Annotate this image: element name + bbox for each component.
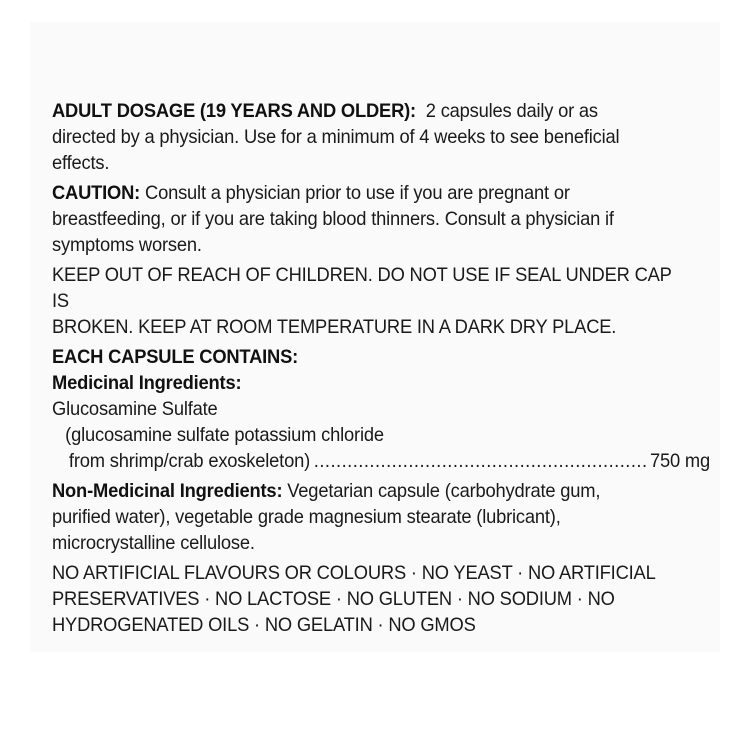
non-medicinal-text-line2: purified water), vegetable grade magnesium stearate (lubricant), [52,506,561,528]
free-from-section [52,560,672,638]
dosage-text-line1: 2 capsules daily or as [425,100,598,122]
dot-leader [314,448,646,474]
ingredient-source-line2: from shrimp/crab exoskeleton) [68,450,311,472]
medicinal-ingredients-heading: Medicinal Ingredients: [52,372,242,394]
non-medicinal-section [52,478,672,556]
product-label-text [52,98,710,642]
dosage-section [52,98,672,176]
caution-text-line1: Consult a physician prior to use if you are pregnant or [145,182,570,204]
non-medicinal-text-line3: microcrystalline cellulose. [52,532,255,554]
caution-text-line3: symptoms worsen. [52,234,202,256]
ingredient-name: Glucosamine Sulfate [52,398,218,420]
dosage-text-line2: directed by a physician. Use for a minimum of 4 weeks to see beneficial [52,126,620,148]
dosage-heading: ADULT DOSAGE (19 YEARS AND OLDER): [52,100,416,122]
contents-heading: EACH CAPSULE CONTAINS: [52,346,299,368]
free-from-line2: PRESERVATIVES · NO LACTOSE · NO GLUTEN · NO SODIUM · NO [52,588,615,610]
caution-text-line2: breastfeeding, or if you are taking blood thinners. Consult a physician if [52,208,614,230]
warnings-section [52,262,672,340]
caution-heading: CAUTION: [52,182,141,204]
ingredient-amount-row [52,448,710,474]
warning-line1: KEEP OUT OF REACH OF CHILDREN. DO NOT USE IF SEAL UNDER CAP IS [52,264,672,312]
ingredient-amount: 750 mg [649,450,710,472]
free-from-line3: HYDROGENATED OILS · NO GELATIN · NO GMOS [52,614,476,636]
contents-section [52,344,672,448]
warning-line2: BROKEN. KEEP AT ROOM TEMPERATURE IN A DARK DRY PLACE. [52,316,617,338]
non-medicinal-heading: Non-Medicinal Ingredients: [52,480,283,502]
caution-section [52,180,672,258]
dosage-text-line3: effects. [52,152,110,174]
non-medicinal-text-line1: Vegetarian capsule (carbohydrate gum, [287,480,601,502]
ingredient-source-line1: (glucosamine sulfate potassium chloride [65,424,384,446]
free-from-line1: NO ARTIFICIAL FLAVOURS OR COLOURS · NO YEAST · NO ARTIFICIAL [52,562,656,584]
